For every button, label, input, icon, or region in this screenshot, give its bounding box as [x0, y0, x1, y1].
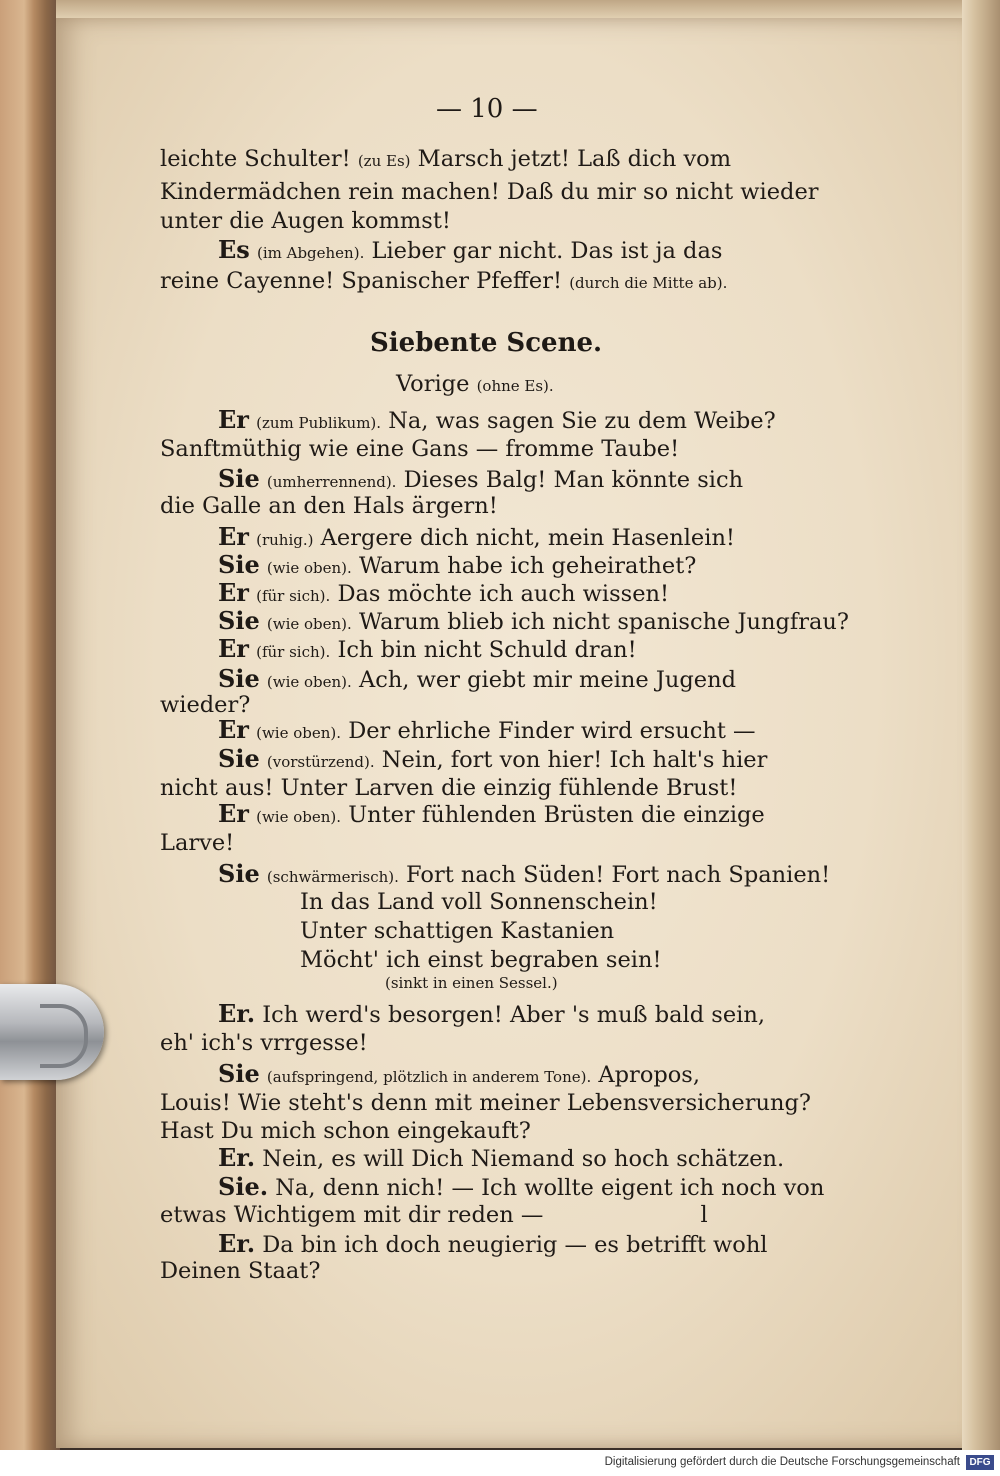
book-board-edge [0, 0, 60, 1450]
verse-line: Unter schattigen Kastanien [300, 918, 615, 944]
speaker-name: Er [218, 799, 249, 828]
page-number: — 10 — [436, 94, 538, 124]
text-line [218, 550, 697, 579]
line-text: Lieber gar nicht. Das ist ja das [371, 238, 723, 264]
speaker-name: Er. [218, 1229, 256, 1258]
text-line [218, 664, 736, 693]
speaker-name: Er [218, 578, 249, 607]
speaker-name: Sie [218, 606, 260, 635]
stage-direction: (wie oben). [266, 615, 352, 633]
line-text: Warum blieb ich nicht spanische Jungfrau? [358, 609, 849, 635]
line-text: Ach, wer giebt mir meine Jugend [358, 667, 736, 693]
page-top-edge [56, 0, 976, 18]
speaker-name: Sie [218, 1059, 260, 1088]
text-line [218, 235, 723, 264]
text-line [218, 634, 637, 663]
text-line: Larve! [160, 830, 235, 856]
text-line: nicht aus! Unter Larven die einzig fühlende Brust! [160, 775, 738, 801]
stage-direction: (für sich). [256, 587, 331, 605]
line-text: Vorige [396, 371, 470, 397]
line-text: Nein, fort von hier! Ich halt's hier [381, 747, 768, 773]
text-line: Kindermädchen rein machen! Daß du mir so nicht wieder [160, 179, 819, 205]
line-text: Unter fühlenden Brüsten die einzige [348, 802, 765, 828]
line-text: Ich bin nicht Schuld dran! [337, 637, 637, 663]
text-line [160, 1204, 708, 1227]
text-line: Sanftmüthig wie eine Gans — fromme Taube! [160, 436, 680, 462]
text-line [218, 606, 849, 635]
stage-direction: (umherrennend). [266, 473, 397, 491]
text-line: Louis! Wie steht's denn mit meiner Lebensversicherung? [160, 1090, 811, 1116]
page-stack-edge [962, 0, 1000, 1450]
text-line [218, 715, 756, 744]
stray-mark: l [700, 1202, 708, 1228]
stage-direction: (durch die Mitte ab). [569, 274, 728, 292]
dfg-logo: DFG [966, 1455, 994, 1470]
text-line: Hast Du mich schon eingekauft? [160, 1118, 531, 1144]
stage-direction: (wie oben). [266, 673, 352, 691]
line-text: Der ehrliche Finder wird ersucht — [348, 718, 756, 744]
text-line [218, 799, 765, 828]
text-line [218, 999, 766, 1028]
text-line [218, 1059, 701, 1088]
line-text: Dieses Balg! Man könnte sich [403, 467, 744, 493]
verse-line: In das Land voll Sonnenschein! [300, 889, 658, 915]
speaker-name: Sie [218, 859, 260, 888]
stage-direction: (ruhig.) [256, 531, 314, 549]
speaker-name: Sie [218, 744, 260, 773]
stage-direction: (wie oben). [256, 724, 342, 742]
text-line [218, 859, 831, 888]
text-line: unter die Augen kommst! [160, 208, 451, 234]
text-line [160, 270, 727, 293]
line-text: Da bin ich doch neugierig — es betrifft wohl [262, 1232, 768, 1258]
line-text: Ich werd's besorgen! Aber 's muß bald sein, [262, 1002, 766, 1028]
paper-clip [0, 984, 104, 1080]
funding-credit: Digitalisierung gefördert durch die Deutsche Forschungsgemeinschaft [604, 1456, 960, 1468]
stage-direction: (wie oben). [266, 559, 352, 577]
text-line: die Galle an den Hals ärgern! [160, 493, 498, 519]
line-text: Marsch jetzt! Laß dich vom [417, 146, 732, 172]
line-text: Na, denn nich! — Ich wollte eigent ich noch von [275, 1175, 825, 1201]
text-line [218, 744, 768, 773]
text-line: Deinen Staat? [160, 1258, 321, 1284]
line-text: Aergere dich nicht, mein Hasenlein! [320, 525, 735, 551]
stage-direction: (vorstürzend). [266, 753, 375, 771]
stage-direction: (ohne Es). [476, 377, 554, 395]
footer-bar [0, 1450, 1000, 1476]
text-line [218, 405, 776, 434]
text-line [218, 1229, 768, 1258]
characters-line [396, 373, 554, 396]
stage-direction: (im Abgehen). [256, 244, 365, 262]
stage-direction: (für sich). [256, 643, 331, 661]
verse-line: Möcht' ich einst begraben sein! [300, 947, 662, 973]
speaker-name: Sie [218, 464, 260, 493]
speaker-name: Er [218, 522, 249, 551]
text-line: wieder? [160, 692, 251, 718]
line-text: Das möchte ich auch wissen! [337, 581, 670, 607]
stage-direction: (schwärmerisch). [266, 868, 399, 886]
line-text: reine Cayenne! Spanischer Pfeffer! [160, 268, 563, 294]
line-text: Nein, es will Dich Niemand so hoch schätzen. [262, 1146, 785, 1172]
stage-direction: (wie oben). [256, 808, 342, 826]
stage-direction: (aufspringend, plötzlich in anderem Tone). [266, 1068, 592, 1086]
line-text: Fort nach Süden! Fort nach Spanien! [406, 862, 831, 888]
stage-direction: (zum Publikum). [256, 414, 382, 432]
text-line [218, 578, 670, 607]
speaker-name: Er. [218, 1143, 256, 1172]
text-line [218, 1143, 785, 1172]
text-line [160, 148, 731, 171]
speaker-name: Er [218, 405, 249, 434]
speaker-name: Sie. [218, 1172, 269, 1201]
stage-direction: (sinkt in einen Sessel.) [385, 974, 558, 992]
text-line [218, 522, 735, 551]
scene-title: Siebente Scene. [370, 328, 603, 358]
text-line: eh' ich's vrrgesse! [160, 1030, 368, 1056]
line-text: leichte Schulter! [160, 146, 351, 172]
stage-direction: (zu Es) [357, 152, 411, 170]
speaker-name: Sie [218, 664, 260, 693]
speaker-name: Sie [218, 550, 260, 579]
line-text: etwas Wichtigem mit dir reden — [160, 1202, 544, 1228]
speaker-name: Er. [218, 999, 256, 1028]
text-line [218, 1172, 825, 1201]
speaker-name: Er [218, 715, 249, 744]
speaker-name: Er [218, 634, 249, 663]
text-line [218, 464, 744, 493]
speaker-name: Es [218, 235, 250, 264]
line-text: Warum habe ich geheirathet? [358, 553, 697, 579]
line-text: Apropos, [598, 1062, 701, 1088]
line-text: Na, was sagen Sie zu dem Weibe? [388, 408, 776, 434]
